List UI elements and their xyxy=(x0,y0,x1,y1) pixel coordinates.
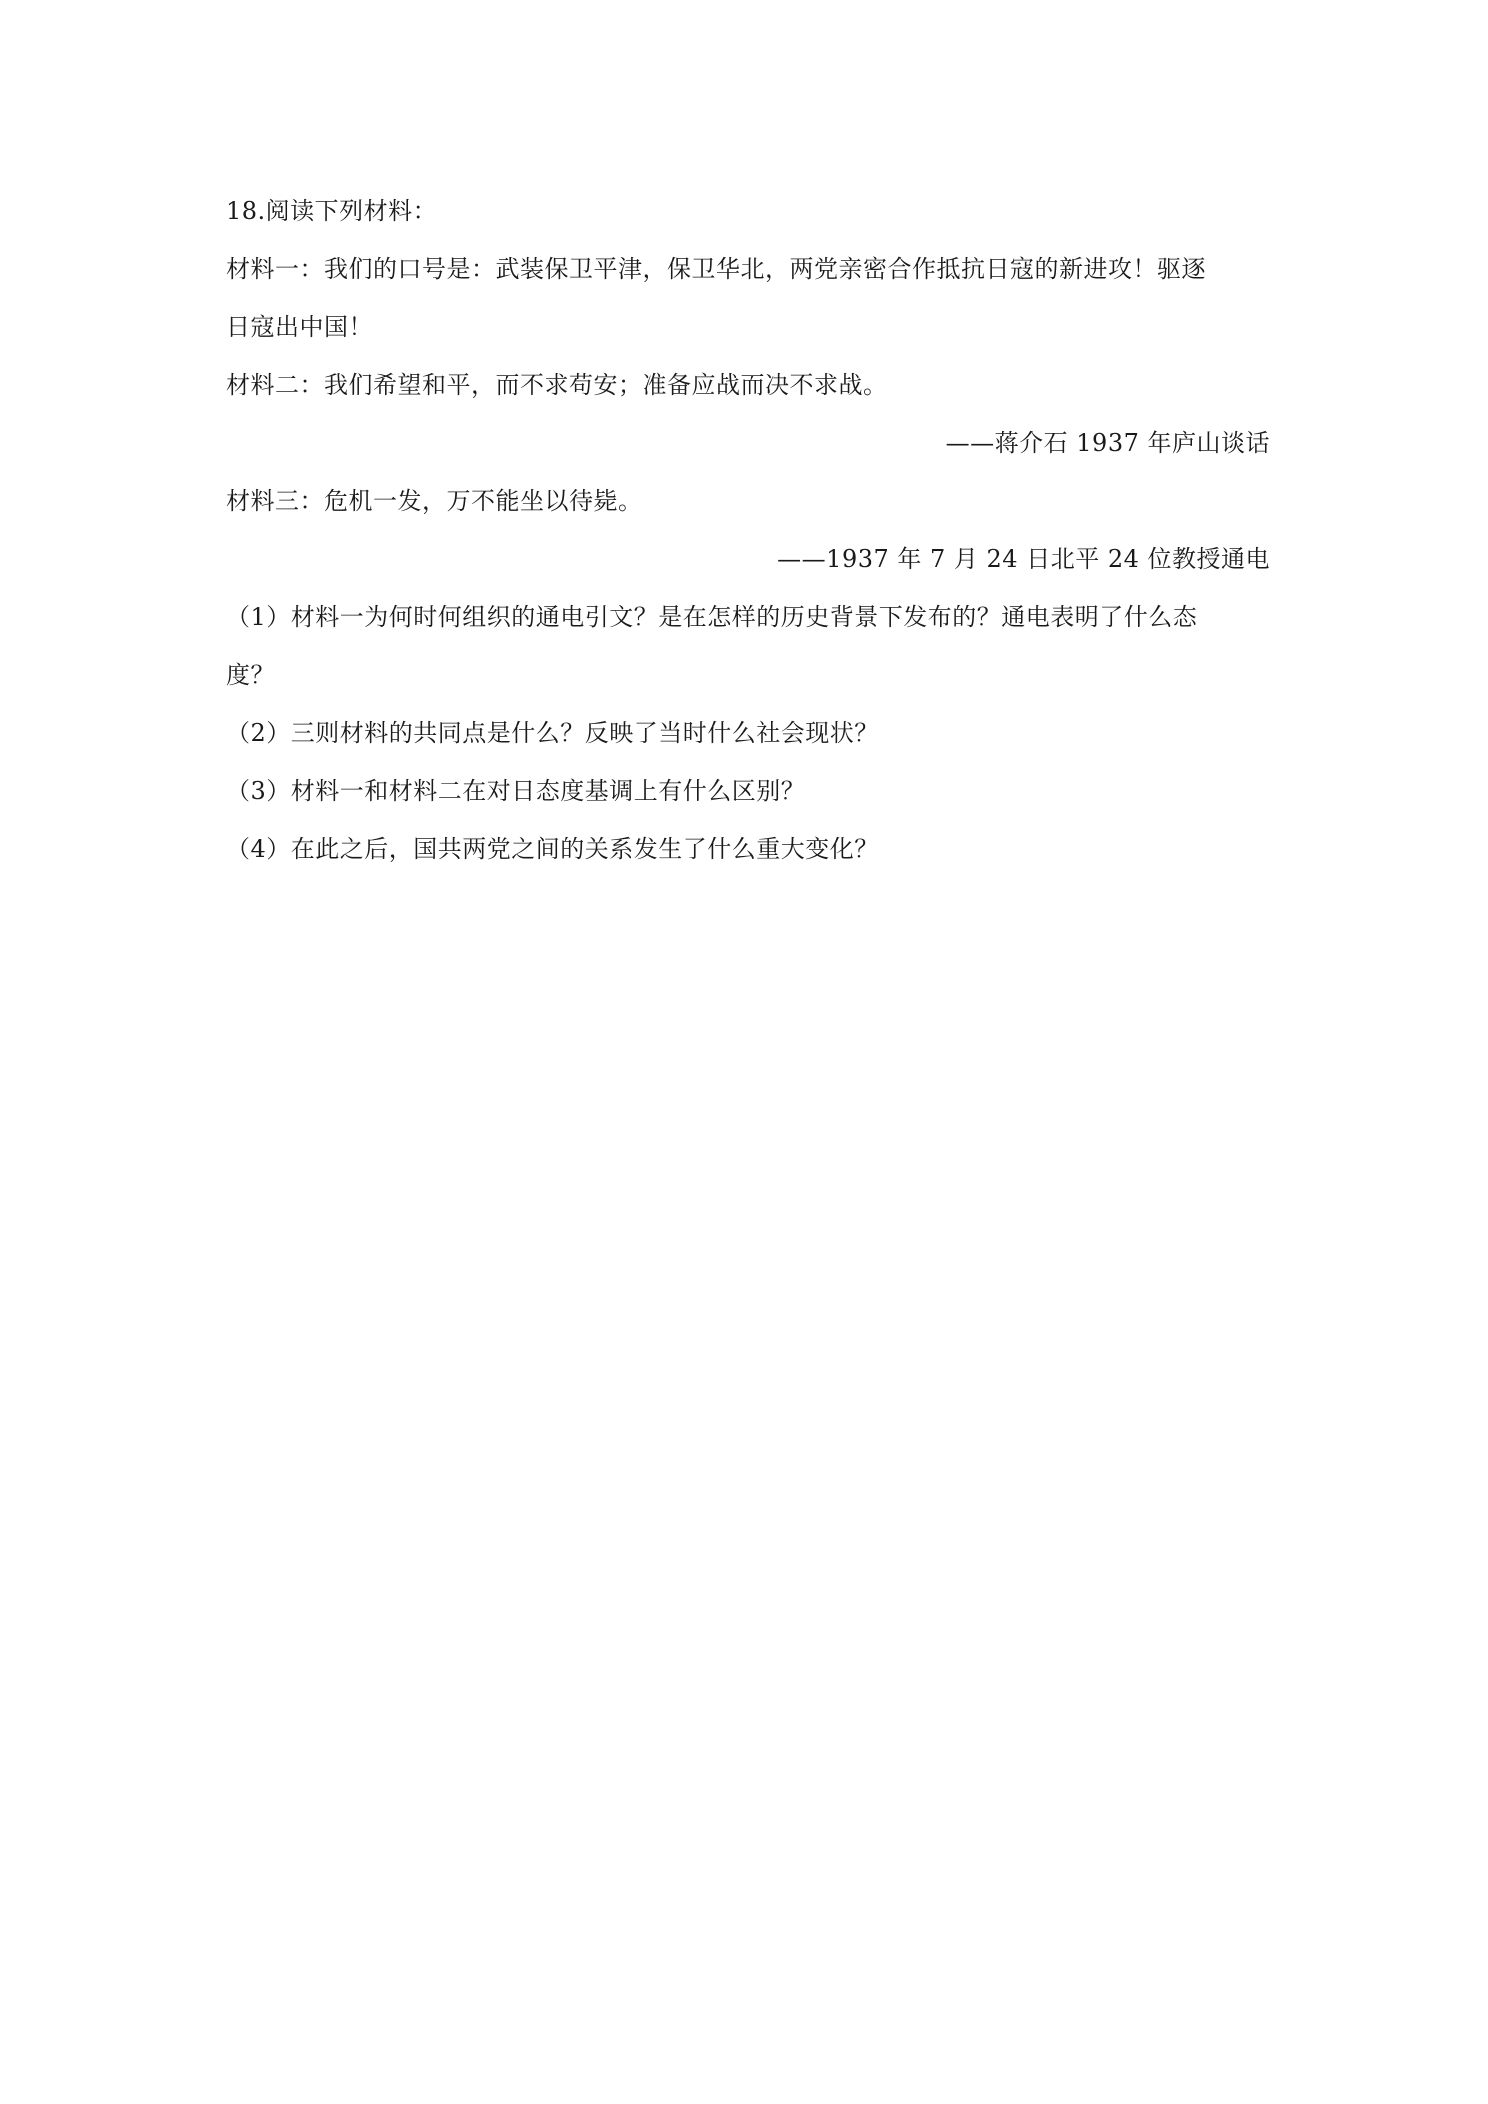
question-heading: 18.阅读下列材料： xyxy=(226,197,438,225)
sub-question-1-line-1: （1）材料一为何时何组织的通电引文？是在怎样的历史背景下发布的？通电表明了什么态 xyxy=(226,603,1198,631)
material-3-text: 材料三：危机一发，万不能坐以待毙。 xyxy=(226,487,643,515)
sub-question-2: （2）三则材料的共同点是什么？反映了当时什么社会现状？ xyxy=(226,719,879,747)
material-3-source: ——1937 年 7 月 24 日北平 24 位教授通电 xyxy=(777,545,1270,573)
sub-question-4: （4）在此之后，国共两党之间的关系发生了什么重大变化？ xyxy=(226,835,879,863)
material-2-source: ——蒋介石 1937 年庐山谈话 xyxy=(945,429,1270,457)
material-2-text: 材料二：我们希望和平，而不求苟安；准备应战而决不求战。 xyxy=(226,371,888,399)
sub-question-3: （3）材料一和材料二在对日态度基调上有什么区别？ xyxy=(226,777,806,805)
sub-question-1-line-2: 度？ xyxy=(226,661,275,689)
material-1-line-2: 日寇出中国！ xyxy=(226,313,373,341)
material-1-line-1: 材料一：我们的口号是：武装保卫平津，保卫华北，两党亲密合作抵抗日寇的新进攻！驱逐 xyxy=(226,255,1206,283)
